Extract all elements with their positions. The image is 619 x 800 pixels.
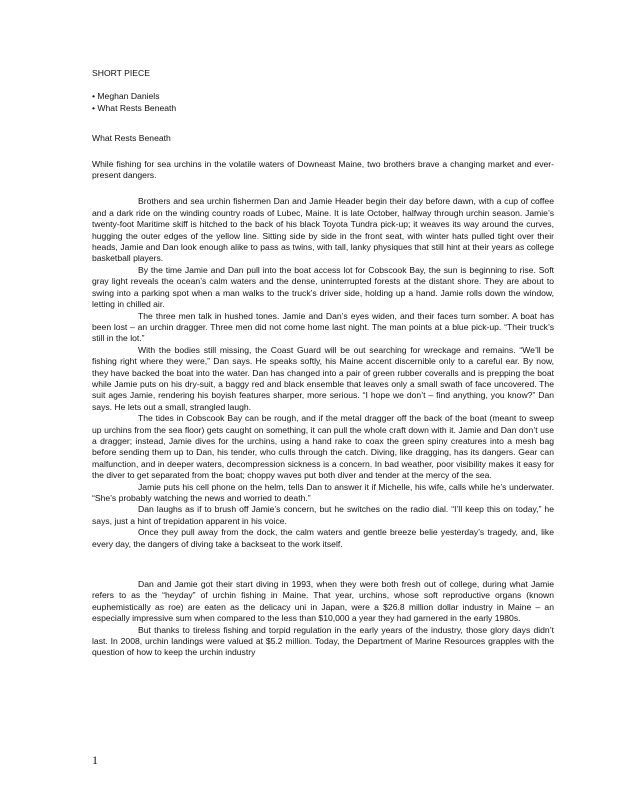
page-number: 1 [92, 753, 98, 767]
story-body-part2 [92, 579, 554, 659]
body-paragraph: The three men talk in hushed tones. Jamie and Dan’s eyes widen, and their faces turn somber. A boat has been lost – an urchin dragger. Three men did not come home last night. The man points at a blue pick-up. “Their truck’s still in the lot.” [92, 310, 554, 344]
story-title: What Rests Beneath [92, 133, 171, 144]
story-lede: While fishing for sea urchins in the volatile waters of Downeast Maine, two brothers brave a changing market and ever-present dangers. [92, 158, 554, 181]
body-paragraph: The tides in Cobscook Bay can be rough, and if the metal dragger off the back of the boat (meant to sweep up urchins from the sea floor) gets caught on something, it can pull the whole craft down with it. Jamie and Dan don’t use a dragger; instead, Jamie dives for the urchins, using a hand rake to coax the green spiny creatures into a mesh bag before sending them up to Dan, his tender, who culls through the catch. Diving, like dragging, has its dangers. Gear can malfunction, and in deeper waters, decompression sickness is a concern. In bad weather, poor visibility makes it easy for the diver to get separated from the boat; choppy waves put both diver and tender at the mercy of the sea. [92, 413, 554, 481]
body-paragraph: Dan laughs as if to brush off Jamie’s concern, but he switches on the radio dial. “I’ll keep this on today,” he says, just a hint of trepidation apparent in his voice. [92, 504, 554, 526]
body-paragraph: By the time Jamie and Dan pull into the boat access lot for Cobscook Bay, the sun is beginning to rise. Soft gray light reveals the ocean’s calm waters and the dense, uninterrupted forests at the distant shore. They are about to swing into a parking spot when a man walks to the truck’s driver side, holding up a hand. Jamie rolls down the window, letting in chilled air. [92, 264, 554, 310]
body-paragraph: Brothers and sea urchin fishermen Dan and Jamie Header begin their day before dawn, with a cup of coffee and a dark ride on the winding country roads of Lubec, Maine. It is late October, halfway through urchin season. Jamie’s twenty-foot Maritime skiff is hitched to the back of his black Toyota Tundra pick-up; it weaves its way around the curves, hugging the outer edges of the yellow line. Sitting side by side in the front seat, with winter hats pulled tight over their heads, Jamie and Dan look enough alike to pass as twins, with tall, lanky physiques that still hint at their years as college basketball players. [92, 196, 554, 264]
body-paragraph: Jamie puts his cell phone on the helm, tells Dan to answer it if Michelle, his wife, calls while he’s underwater. “She’s probably watching the news and worried to death.” [92, 481, 554, 503]
body-paragraph: Once they pull away from the dock, the calm waters and gentle breeze belie yesterday’s tragedy, and, like every day, the dangers of diving take a backseat to the work itself. [92, 527, 554, 549]
byline-list [92, 91, 554, 114]
document-page [92, 68, 554, 659]
byline-author: • Meghan Daniels [92, 91, 160, 102]
document-heading: SHORT PIECE [92, 68, 150, 78]
body-paragraph: But thanks to tireless fishing and torpid regulation in the early years of the industry, those glory days didn’t last. In 2008, urchin landings were valued at $5.2 million. Today, the Department of Marine Resources grapples with the question of how to keep the urchin industry [92, 624, 554, 658]
story-body-part1 [92, 196, 554, 550]
body-paragraph: With the bodies still missing, the Coast Guard will be out searching for wreckage and remains. “We’ll be fishing right where they were,” Dan says. He speaks softly, his Maine accent discernible only to a careful ear. By now, they have backed the boat into the water. Dan has changed into a pair of green rubber coveralls and is prepping the boat while Jamie puts on his dry-suit, a baggy red and black ensemble that leaves only a small swath of face uncovered. The suit ages Jamie, rendering his boyish features sharper, more serious. “I hope we don’t – find anything, you know?” Dan says. He lets out a small, strangled laugh. [92, 344, 554, 412]
byline-title: • What Rests Beneath [92, 102, 177, 113]
body-paragraph: Dan and Jamie got their start diving in 1993, when they were both fresh out of college, during what Jamie refers to as the “heyday” of urchin fishing in Maine. That year, urchins, whose soft reproductive organs (known euphemistically as roe) are eaten as the delicacy uni in Japan, were a $26.8 million dollar industry in Maine – an especially impressive sum when compared to the less than $10,000 a year they had garnered in the early 1980s. [92, 579, 554, 624]
